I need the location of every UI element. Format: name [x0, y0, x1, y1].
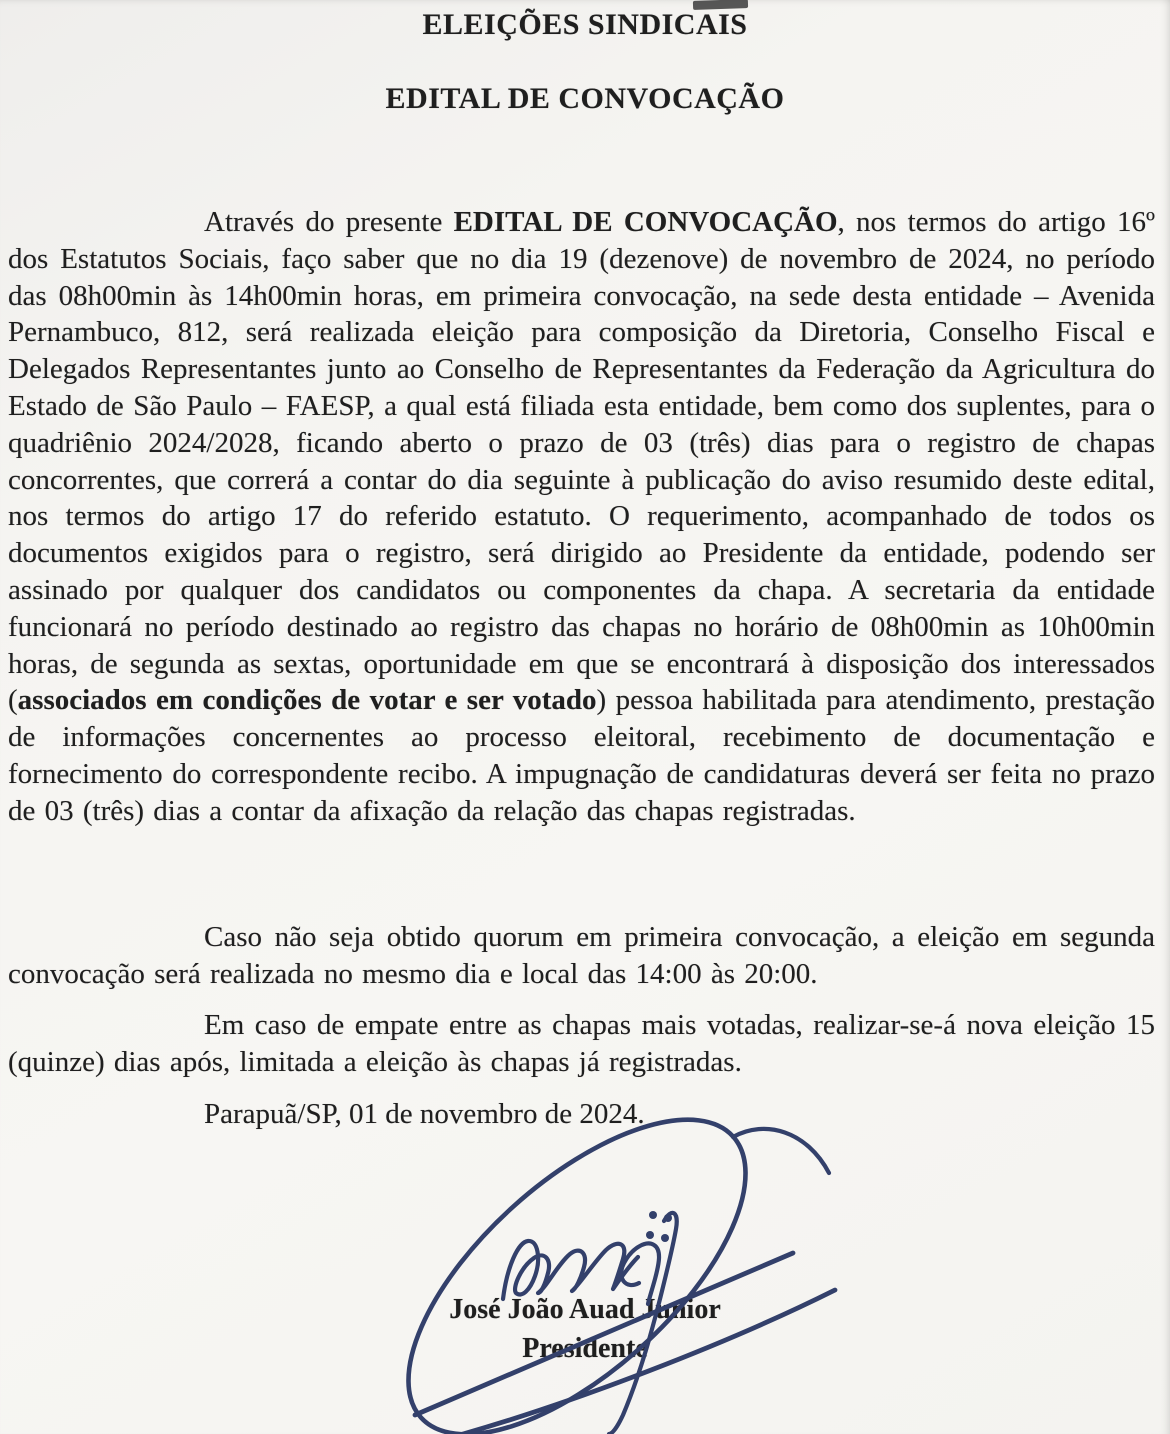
paragraph-tiebreak: Em caso de empate entre as chapas mais votadas, realizar-se-á nova eleição 15 (quinze) dias após, limitada a eleição às chapas já registradas. — [8, 1009, 1155, 1078]
paragraph-second-call: Caso não seja obtido quorum em primeira convocação, a eleição em segunda convocação será realizada no mesmo dia e local das 14:00 às 20:00. — [8, 921, 1155, 990]
document-title: ELEIÇÕES SINDICAIS — [422, 8, 748, 41]
text-run: ) pessoa habilitada para atendimento, prestação de informações concernentes ao processo eleitoral, recebimento de documentação e fornecimento do correspondente recibo. A impugnação de candidaturas deverá ser feita no prazo de 03 (três) dias a contar da afixação da relação das chapas registradas. — [8, 684, 1155, 827]
text-run: Através do presente — [204, 206, 454, 238]
paragraph-main — [8, 204, 1155, 830]
text-run-bold-edital: EDITAL DE CONVOCAÇÃO — [453, 206, 838, 238]
signer-block — [370, 1290, 800, 1368]
signer-name: José João Auad Junior — [449, 1294, 721, 1325]
document-body — [8, 0, 1155, 1434]
dateline: Parapuã/SP, 01 de novembro de 2024. — [204, 1098, 645, 1130]
text-run: , nos termos do artigo 16º dos Estatutos Sociais, faço saber que no dia 19 (dezenove) de novembro de 2024, no período das 08h00min às 14h00min horas, em primeira convocação, na sede desta entidade – Avenida Pernambuco, 812, será realizada eleição para composição da Diretoria, Conselho Fiscal e Delegados Representantes junto ao Conselho de Representantes da Federação da Agricultura do Estado de São Paulo – FAESP, a qual está filiada esta entidade, bem como dos suplentes, para o quadriênio 2024/2028, ficando aberto o prazo de 03 (três) dias para o registro de chapas concorrentes, que correrá a contar do dia seguinte à publicação do aviso resumido deste edital, nos termos do artigo 17 do referido estatuto. O requerimento, acompanhado de todos os documentos exigidos para o registro, será dirigido ao Presidente da entidade, podendo ser assinado por qualquer dos candidatos ou componentes da chapa. A secretaria da entidade funcionará no período destinado ao registro das chapas no horário de 08h00min as 10h00min horas, de segunda as sextas, oportunidade em que se encontrará à disposição dos interessados ( — [8, 206, 1155, 717]
text-run-bold-associados: associados em condições de votar e ser votado — [17, 684, 597, 717]
signer-role: Presidente — [522, 1333, 648, 1364]
document-subtitle: EDITAL DE CONVOCAÇÃO — [385, 82, 785, 115]
